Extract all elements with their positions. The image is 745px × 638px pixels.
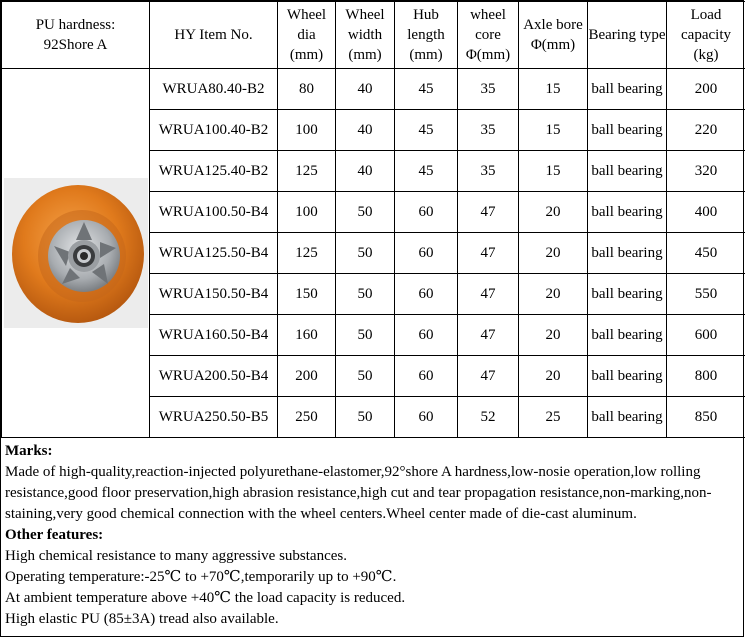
cell-load: 800	[667, 356, 745, 397]
marks-text: Made of high-quality,reaction-injected polyurethane-elastomer,92°shore A hardness,low-nosie operation,low rolling resistance,good floor preservation,high abrasion resistance,high cut and tear propagation resistance,non-marking,non-staining,very good chemical connection with the wheel centers.Wheel center made of die-cast aluminum.	[5, 464, 712, 522]
cell-load: 320	[667, 151, 745, 192]
cell-item: WRUA200.50-B4	[150, 356, 278, 397]
cell-dia: 100	[278, 110, 336, 151]
cell-bore: 20	[519, 233, 588, 274]
cell-hub: 60	[395, 274, 458, 315]
orange-pu-wheel-photo-icon	[4, 178, 148, 328]
cell-core: 47	[458, 356, 519, 397]
cell-bore: 20	[519, 274, 588, 315]
header-load-capacity: Load capacity (kg)	[667, 2, 745, 69]
cell-item: WRUA125.50-B4	[150, 233, 278, 274]
cell-hub: 45	[395, 151, 458, 192]
cell-hub: 45	[395, 110, 458, 151]
cell-bearing: ball bearing	[588, 69, 667, 110]
header-bearing-type: Bearing type	[588, 2, 667, 69]
cell-bore: 25	[519, 397, 588, 438]
cell-bearing: ball bearing	[588, 233, 667, 274]
cell-bearing: ball bearing	[588, 151, 667, 192]
cell-width: 40	[336, 110, 395, 151]
cell-dia: 160	[278, 315, 336, 356]
feature-item: High chemical resistance to many aggressive substances.	[5, 548, 347, 564]
cell-dia: 125	[278, 151, 336, 192]
cell-item: WRUA250.50-B5	[150, 397, 278, 438]
cell-width: 40	[336, 69, 395, 110]
cell-width: 40	[336, 151, 395, 192]
cell-width: 50	[336, 397, 395, 438]
cell-width: 50	[336, 356, 395, 397]
cell-hub: 45	[395, 69, 458, 110]
cell-bore: 20	[519, 315, 588, 356]
cell-bearing: ball bearing	[588, 356, 667, 397]
cell-core: 47	[458, 315, 519, 356]
cell-core: 47	[458, 192, 519, 233]
header-wheel-width: Wheel width (mm)	[336, 2, 395, 69]
cell-item: WRUA80.40-B2	[150, 69, 278, 110]
cell-bearing: ball bearing	[588, 397, 667, 438]
cell-load: 400	[667, 192, 745, 233]
cell-bearing: ball bearing	[588, 192, 667, 233]
cell-item: WRUA100.50-B4	[150, 192, 278, 233]
cell-hub: 60	[395, 397, 458, 438]
cell-core: 35	[458, 69, 519, 110]
cell-load: 850	[667, 397, 745, 438]
cell-bore: 20	[519, 192, 588, 233]
cell-dia: 80	[278, 69, 336, 110]
cell-item: WRUA100.40-B2	[150, 110, 278, 151]
header-wheel-dia: Wheel dia (mm)	[278, 2, 336, 69]
header-hub-length: Hub length (mm)	[395, 2, 458, 69]
spec-table	[1, 1, 745, 438]
feature-item: High elastic PU (85±3A) tread also available.	[5, 611, 279, 627]
cell-dia: 100	[278, 192, 336, 233]
cell-hub: 60	[395, 192, 458, 233]
cell-item: WRUA125.40-B2	[150, 151, 278, 192]
table-row	[2, 69, 745, 110]
cell-bearing: ball bearing	[588, 315, 667, 356]
cell-width: 50	[336, 192, 395, 233]
cell-core: 52	[458, 397, 519, 438]
cell-bore: 15	[519, 151, 588, 192]
feature-item: At ambient temperature above +40℃ the load capacity is reduced.	[5, 590, 406, 606]
cell-load: 600	[667, 315, 745, 356]
header-hardness: PU hardness: 92Shore A	[2, 2, 150, 69]
cell-core: 47	[458, 274, 519, 315]
cell-core: 35	[458, 151, 519, 192]
cell-load: 200	[667, 69, 745, 110]
header-item-no: HY Item No.	[150, 2, 278, 69]
cell-item: WRUA160.50-B4	[150, 315, 278, 356]
product-photo-cell	[2, 69, 150, 438]
cell-core: 35	[458, 110, 519, 151]
cell-core: 47	[458, 233, 519, 274]
cell-load: 450	[667, 233, 745, 274]
features-heading: Other features:	[5, 527, 104, 543]
notes-section	[1, 438, 743, 630]
header-axle-bore: Axle bore Φ(mm)	[519, 2, 588, 69]
cell-width: 50	[336, 274, 395, 315]
table-header-row	[2, 2, 745, 69]
marks-heading: Marks:	[5, 443, 53, 459]
cell-dia: 150	[278, 274, 336, 315]
header-wheel-core: wheel core Φ(mm)	[458, 2, 519, 69]
cell-bore: 15	[519, 69, 588, 110]
feature-item: Operating temperature:-25℃ to +70℃,temporarily up to +90℃.	[5, 569, 397, 585]
cell-load: 220	[667, 110, 745, 151]
cell-dia: 200	[278, 356, 336, 397]
cell-hub: 60	[395, 356, 458, 397]
cell-dia: 250	[278, 397, 336, 438]
cell-dia: 125	[278, 233, 336, 274]
cell-bore: 15	[519, 110, 588, 151]
cell-width: 50	[336, 315, 395, 356]
cell-bore: 20	[519, 356, 588, 397]
cell-item: WRUA150.50-B4	[150, 274, 278, 315]
cell-bearing: ball bearing	[588, 274, 667, 315]
cell-hub: 60	[395, 233, 458, 274]
cell-bearing: ball bearing	[588, 110, 667, 151]
cell-hub: 60	[395, 315, 458, 356]
cell-load: 550	[667, 274, 745, 315]
cell-width: 50	[336, 233, 395, 274]
